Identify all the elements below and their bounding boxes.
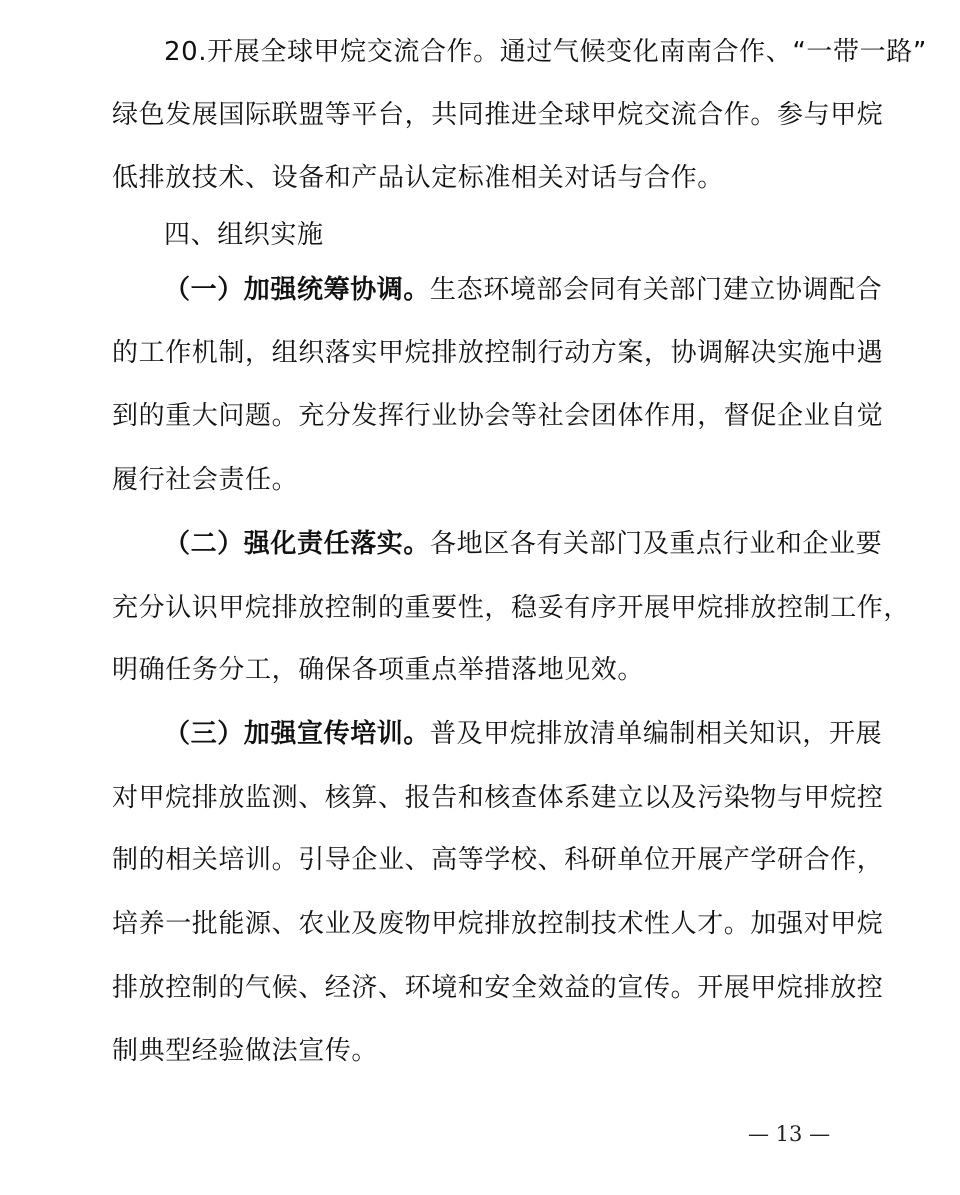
paragraph-a-line-4: 履行社会责任。 <box>112 465 299 495</box>
paragraph-c-line-5: 排放控制的气候、经济、环境和安全效益的宣传。开展甲烷排放控 <box>112 973 884 1003</box>
paragraph-b-lead: （二）强化责任落实。 <box>164 529 431 559</box>
paragraph-a-line-1 <box>0 270 960 310</box>
paragraph-20-line-2: 绿色发展国际联盟等平台，共同推进全球甲烷交流合作。参与甲烷 <box>112 100 884 130</box>
paragraph-20-line-1: 20.开展全球甲烷交流合作。通过气候变化南南合作、“一带一路” <box>164 37 927 67</box>
paragraph-b-line-2: 充分认识甲烷排放控制的重要性，稳妥有序开展甲烷排放控制工作， <box>112 593 911 623</box>
paragraph-a-lead: （一）加强统筹协调。 <box>164 275 431 305</box>
paragraph-a-line-2: 的工作机制，组织落实甲烷排放控制行动方案，协调解决实施中遇 <box>112 338 884 368</box>
paragraph-20-line-3: 低排放技术、设备和产品认定标准相关对话与合作。 <box>112 163 724 193</box>
paragraph-c-line-3: 制的相关培训。引导企业、高等学校、科研单位开展产学研合作， <box>112 845 884 875</box>
paragraph-b-line-1 <box>0 524 960 564</box>
paragraph-c-line-1-rest: 普及甲烷排放清单编制相关知识，开展 <box>430 719 883 749</box>
paragraph-c-line-1 <box>0 714 960 754</box>
paragraph-a-line-3: 到的重大问题。充分发挥行业协会等社会团体作用，督促企业自觉 <box>112 401 884 431</box>
page-number: — 13 — <box>748 1122 831 1146</box>
paragraph-c-line-2: 对甲烷排放监测、核算、报告和核查体系建立以及污染物与甲烷控 <box>112 783 884 813</box>
paragraph-c-line-6: 制典型经验做法宣传。 <box>112 1036 379 1066</box>
paragraph-b-line-3: 明确任务分工，确保各项重点举措落地见效。 <box>112 655 645 685</box>
paragraph-a-line-1-rest: 生态环境部会同有关部门建立协调配合 <box>430 275 883 305</box>
section-heading: 四、组织实施 <box>164 220 324 250</box>
paragraph-c-lead: （三）加强宣传培训。 <box>164 719 431 749</box>
paragraph-c-line-4: 培养一批能源、农业及废物甲烷排放控制技术性人才。加强对甲烷 <box>112 909 884 939</box>
paragraph-b-line-1-rest: 各地区各有关部门及重点行业和企业要 <box>430 529 883 559</box>
